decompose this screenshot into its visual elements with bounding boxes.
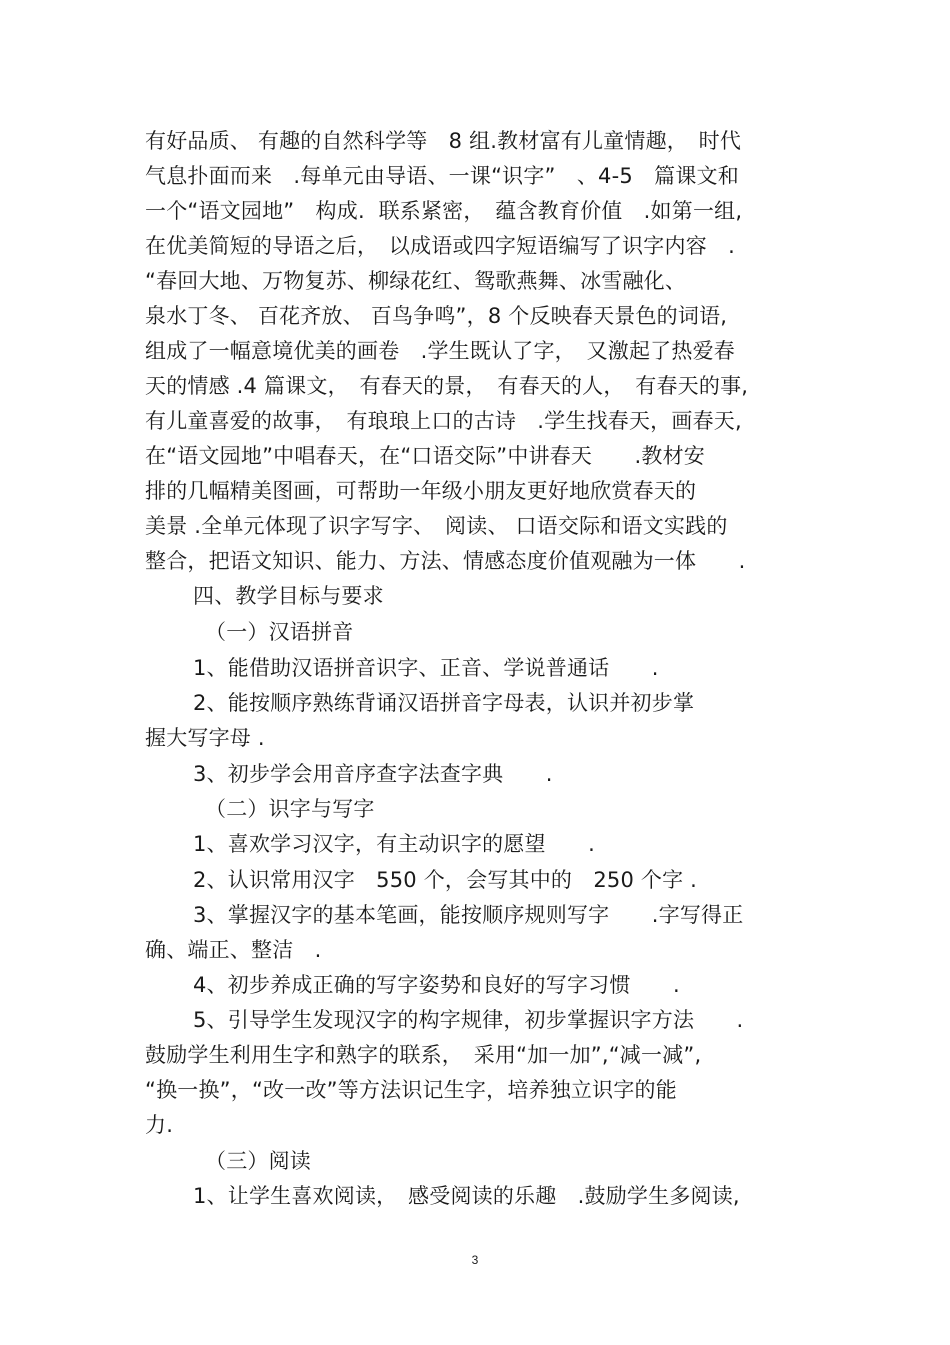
list-item: 3、掌握汉字的基本笔画，能按顺序规则写字 .字写得正	[193, 903, 744, 927]
subsection-heading-pinyin: （一）汉语拼音	[205, 620, 354, 644]
subsection-heading-literacy: （二）识字与写字	[205, 797, 375, 821]
body-line: 在优美简短的导语之后， 以成语或四字短语编写了识字内容 .	[145, 234, 735, 258]
list-item-continuation: 握大写字母 .	[145, 726, 265, 750]
list-item: 1、能借助汉语拼音识字、正音、学说普通话 .	[193, 656, 659, 680]
list-item: 5、引导学生发现汉字的构字规律，初步掌握识字方法 .	[193, 1008, 744, 1032]
list-item: 3、初步学会用音序查字法查字典 .	[193, 762, 553, 786]
list-item-continuation: 鼓励学生利用生字和熟字的联系， 采用“加一加”,“减一减”,	[145, 1043, 702, 1067]
page-number: 3	[471, 1253, 479, 1267]
body-line: 有儿童喜爱的故事， 有琅琅上口的古诗 .学生找春天，画春天,	[145, 409, 742, 433]
list-item-continuation: 力.	[145, 1113, 174, 1137]
section-heading: 四、教学目标与要求	[193, 584, 384, 608]
body-line: “春回大地、万物复苏、柳绿花红、鸳歌燕舞、冰雪融化、	[145, 269, 687, 293]
body-line: 天的情感 .4 篇课文， 有春天的景， 有春天的人， 有春天的事,	[145, 374, 749, 398]
body-line: 整合，把语文知识、能力、方法、情感态度价值观融为一体 .	[145, 549, 746, 573]
body-line: 有好品质、 有趣的自然科学等 8 组.教材富有儿童情趣， 时代	[145, 129, 742, 153]
list-item: 1、喜欢学习汉字，有主动识字的愿望 .	[193, 832, 596, 856]
body-line: 组成了一幅意境优美的画卷 .学生既认了字， 又激起了热爱春	[145, 339, 735, 363]
list-item: 4、初步养成正确的写字姿势和良好的写字习惯 .	[193, 973, 680, 997]
list-item: 1、让学生喜欢阅读， 感受阅读的乐趣 .鼓励学生多阅读,	[193, 1184, 740, 1208]
list-item: 2、能按顺序熟练背诵汉语拼音字母表，认识并初步掌	[193, 691, 695, 715]
body-line: 气息扑面而来 .每单元由导语、一课“识字” 、4-5 篇课文和	[145, 164, 739, 188]
body-line: 排的几幅精美图画，可帮助一年级小朋友更好地欣赏春天的	[145, 479, 697, 503]
list-item: 2、认识常用汉字 550 个，会写其中的 250 个字 .	[193, 868, 698, 892]
list-item-continuation: “换一换”，“改一改”等方法识记生字，培养独立识字的能	[145, 1078, 677, 1102]
list-item-continuation: 确、端正、整洁 .	[145, 938, 322, 962]
subsection-heading-reading: （三）阅读	[205, 1149, 311, 1173]
body-line: 泉水丁冬、 百花齐放、 百鸟争鸣”，8 个反映春天景色的词语,	[145, 304, 728, 328]
body-line: 美景 .全单元体现了识字写字、 阅读、 口语交际和语文实践的	[145, 514, 728, 538]
body-line: 一个“语文园地” 构成. 联系紧密， 蕴含教育价值 .如第一组,	[145, 199, 743, 223]
body-line: 在“语文园地”中唱春天，在“口语交际”中讲春天 .教材安	[145, 444, 705, 468]
